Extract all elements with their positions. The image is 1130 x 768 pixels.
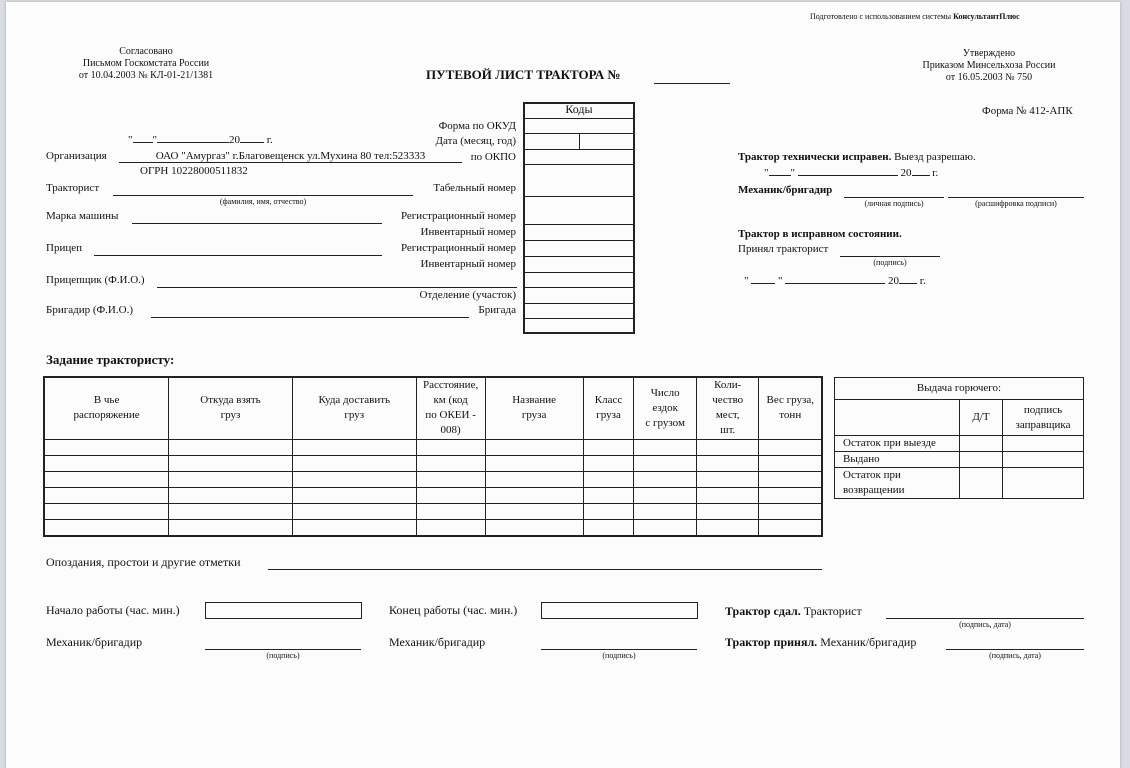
end-time-field[interactable] [541, 602, 698, 619]
cap2: (подпись) [602, 651, 636, 660]
task-cell[interactable] [634, 455, 697, 471]
date-line[interactable]: " " 20 г. [128, 134, 273, 146]
task-cell[interactable] [169, 487, 293, 503]
mech-sign-field[interactable] [844, 197, 944, 198]
trailer-field[interactable] [94, 255, 382, 256]
task-cell[interactable] [759, 471, 822, 487]
form-number: Форма № 412-АПК [982, 105, 1073, 117]
org-label: Организация [46, 150, 107, 162]
good-state-text: Трактор в исправном состоянии. [738, 228, 902, 240]
task-cell[interactable] [485, 503, 583, 519]
machine-field[interactable] [132, 223, 382, 224]
mech1-label: Механик/бригадир [46, 635, 143, 649]
foreman-label: Бригадир (Ф.И.О.) [46, 304, 133, 316]
start-label: Начало работы (час. мин.) [46, 603, 180, 617]
cap-personal-sign: (личная подпись) [864, 199, 924, 208]
task-cell[interactable] [696, 455, 759, 471]
task-col-header: Число ездок с грузом [634, 377, 697, 439]
table-row [44, 487, 822, 503]
mech-label: Механик/бригадир [738, 184, 833, 196]
task-heading: Задание трактористу: [46, 352, 175, 367]
task-cell[interactable] [759, 455, 822, 471]
tech-ok-date[interactable]: " " 20 г. [764, 167, 939, 179]
start-time-field[interactable] [205, 602, 362, 619]
fuel-row-start: Остаток при выезде [835, 436, 960, 452]
tractorist-field[interactable] [113, 195, 413, 196]
task-cell[interactable] [416, 487, 485, 503]
inv-no-label: Инвентарный номер [420, 226, 516, 238]
mech2-label: Механик/бригадир [389, 635, 486, 649]
codes-header: Коды [565, 102, 593, 116]
task-cell[interactable] [583, 455, 634, 471]
accepted-date[interactable]: " " 20 г. [744, 275, 926, 287]
task-cell[interactable] [169, 519, 293, 536]
task-cell[interactable] [634, 487, 697, 503]
cap-sign-decode: (расшифровка подписи) [975, 199, 1057, 208]
trailer-man-field[interactable] [157, 287, 517, 288]
task-cell[interactable] [416, 519, 485, 536]
tech-ok-text: Трактор технически исправен. Выезд разрешаю. [738, 151, 976, 163]
accepted-sign-field[interactable] [840, 256, 940, 257]
task-cell[interactable] [759, 519, 822, 536]
task-cell[interactable] [485, 439, 583, 455]
mech-decode-field[interactable] [948, 197, 1084, 198]
fuel-col-sign: подпись заправщика [1003, 400, 1084, 436]
dept-label: Отделение (участок) [419, 289, 516, 301]
reg-no2-label: Регистрационный номер [400, 242, 516, 254]
task-cell[interactable] [485, 471, 583, 487]
fuel-table [834, 377, 1084, 499]
task-col-header: Расстояние, км (код по ОКЕИ - 008) [416, 377, 485, 439]
task-cell[interactable] [696, 439, 759, 455]
task-table [43, 376, 823, 537]
table-row [44, 471, 822, 487]
table-row [44, 519, 822, 536]
page-title: ПУТЕВОЙ ЛИСТ ТРАКТОРА № [426, 67, 621, 82]
end-label: Конец работы (час. мин.) [389, 603, 518, 617]
task-cell[interactable] [696, 503, 759, 519]
form-page [6, 2, 1120, 768]
task-cell[interactable] [44, 487, 169, 503]
approved-right: Утверждено Приказом Минсельхоза России от 16.05.2003 № 750 [922, 48, 1056, 83]
brigade-label: Бригада [478, 304, 516, 316]
task-cell[interactable] [485, 455, 583, 471]
tab-no-label: Табельный номер [433, 182, 516, 194]
cap1: (подпись) [266, 651, 300, 660]
task-cell[interactable] [583, 519, 634, 536]
task-cell[interactable] [634, 503, 697, 519]
foreman-field[interactable] [151, 317, 469, 318]
task-cell[interactable] [44, 455, 169, 471]
task-cell[interactable] [44, 519, 169, 536]
handed-label: Трактор сдал. Тракторист [725, 604, 862, 618]
task-cell[interactable] [292, 471, 416, 487]
task-col-header: Коли- чество мест, шт. [696, 377, 759, 439]
accepted-label: Принял тракторист [738, 243, 829, 255]
task-col-header: Название груза [485, 377, 583, 439]
task-col-header: В чье распоряжение [44, 377, 169, 439]
inv-no2-label: Инвентарный номер [420, 258, 516, 270]
task-cell[interactable] [292, 519, 416, 536]
task-cell[interactable] [292, 487, 416, 503]
mech2-sign-field[interactable] [541, 649, 697, 650]
okud-label: Форма по ОКУД [438, 120, 516, 132]
task-cell[interactable] [485, 519, 583, 536]
cap4: (подпись, дата) [989, 651, 1041, 660]
task-cell[interactable] [44, 471, 169, 487]
fuel-row-issued: Выдано [835, 452, 960, 468]
tractorist-caption: (фамилия, имя, отчество) [219, 197, 307, 206]
ogrn-value: ОГРН 10228000511832 [140, 165, 248, 177]
task-col-header: Откуда взять груз [169, 377, 293, 439]
task-cell[interactable] [169, 471, 293, 487]
delays-field[interactable] [268, 569, 822, 570]
task-col-header: Вес груза, тонн [759, 377, 822, 439]
waybill-number-field[interactable] [654, 83, 730, 84]
task-cell[interactable] [416, 439, 485, 455]
table-row [44, 439, 822, 455]
task-cell[interactable] [169, 503, 293, 519]
task-cell[interactable] [696, 471, 759, 487]
task-cell[interactable] [759, 487, 822, 503]
task-cell[interactable] [44, 439, 169, 455]
task-col-header: Куда доставить груз [292, 377, 416, 439]
reg-no-label: Регистрационный номер [400, 210, 516, 222]
table-row [44, 503, 822, 519]
task-cell[interactable] [583, 487, 634, 503]
cap3: (подпись, дата) [959, 620, 1011, 629]
task-cell[interactable] [583, 471, 634, 487]
date-label: Дата (месяц, год) [435, 135, 516, 147]
task-cell[interactable] [416, 471, 485, 487]
task-cell[interactable] [696, 519, 759, 536]
cap-sign2: (подпись) [873, 258, 907, 267]
task-cell[interactable] [292, 439, 416, 455]
okpo-label: по ОКПО [470, 151, 516, 163]
machine-label: Марка машины [46, 210, 119, 222]
task-cell[interactable] [292, 503, 416, 519]
task-cell[interactable] [634, 471, 697, 487]
task-cell[interactable] [292, 455, 416, 471]
taken-sign-field[interactable] [946, 649, 1084, 650]
task-cell[interactable] [416, 455, 485, 471]
fuel-col-dt: Д/Т [960, 400, 1003, 436]
task-cell[interactable] [416, 503, 485, 519]
task-cell[interactable] [634, 519, 697, 536]
tractorist-label: Тракторист [46, 182, 100, 194]
task-cell[interactable] [696, 487, 759, 503]
mech1-sign-field[interactable] [205, 649, 361, 650]
task-cell[interactable] [583, 503, 634, 519]
task-cell[interactable] [44, 503, 169, 519]
task-cell[interactable] [169, 455, 293, 471]
fuel-row-return: Остаток при возвращении [835, 468, 960, 499]
task-cell[interactable] [634, 439, 697, 455]
top-note: Подготовлено с использованием системы КонсультантПлюс [810, 12, 1020, 21]
table-row [44, 455, 822, 471]
task-cell[interactable] [759, 439, 822, 455]
task-cell[interactable] [169, 439, 293, 455]
task-col-header: Класс груза [583, 377, 634, 439]
approved-left: Согласовано Письмом Госкомстата России от 10.04.2003 № КЛ-01-21/1381 [78, 46, 214, 81]
handed-sign-field[interactable] [886, 618, 1084, 619]
delays-label: Опоздания, простои и другие отметки [46, 555, 241, 569]
task-cell[interactable] [583, 439, 634, 455]
taken-label: Трактор принял. Механик/бригадир [725, 635, 917, 649]
task-cell[interactable] [759, 503, 822, 519]
trailer-man-label: Прицепщик (Ф.И.О.) [46, 274, 145, 286]
org-field[interactable]: ОАО "Амургаз" г.Благовещенск ул.Мухина 80 тел:523333 [119, 150, 462, 163]
fuel-header: Выдача горючего: [835, 378, 1084, 400]
trailer-label: Прицеп [46, 242, 82, 254]
task-cell[interactable] [485, 487, 583, 503]
